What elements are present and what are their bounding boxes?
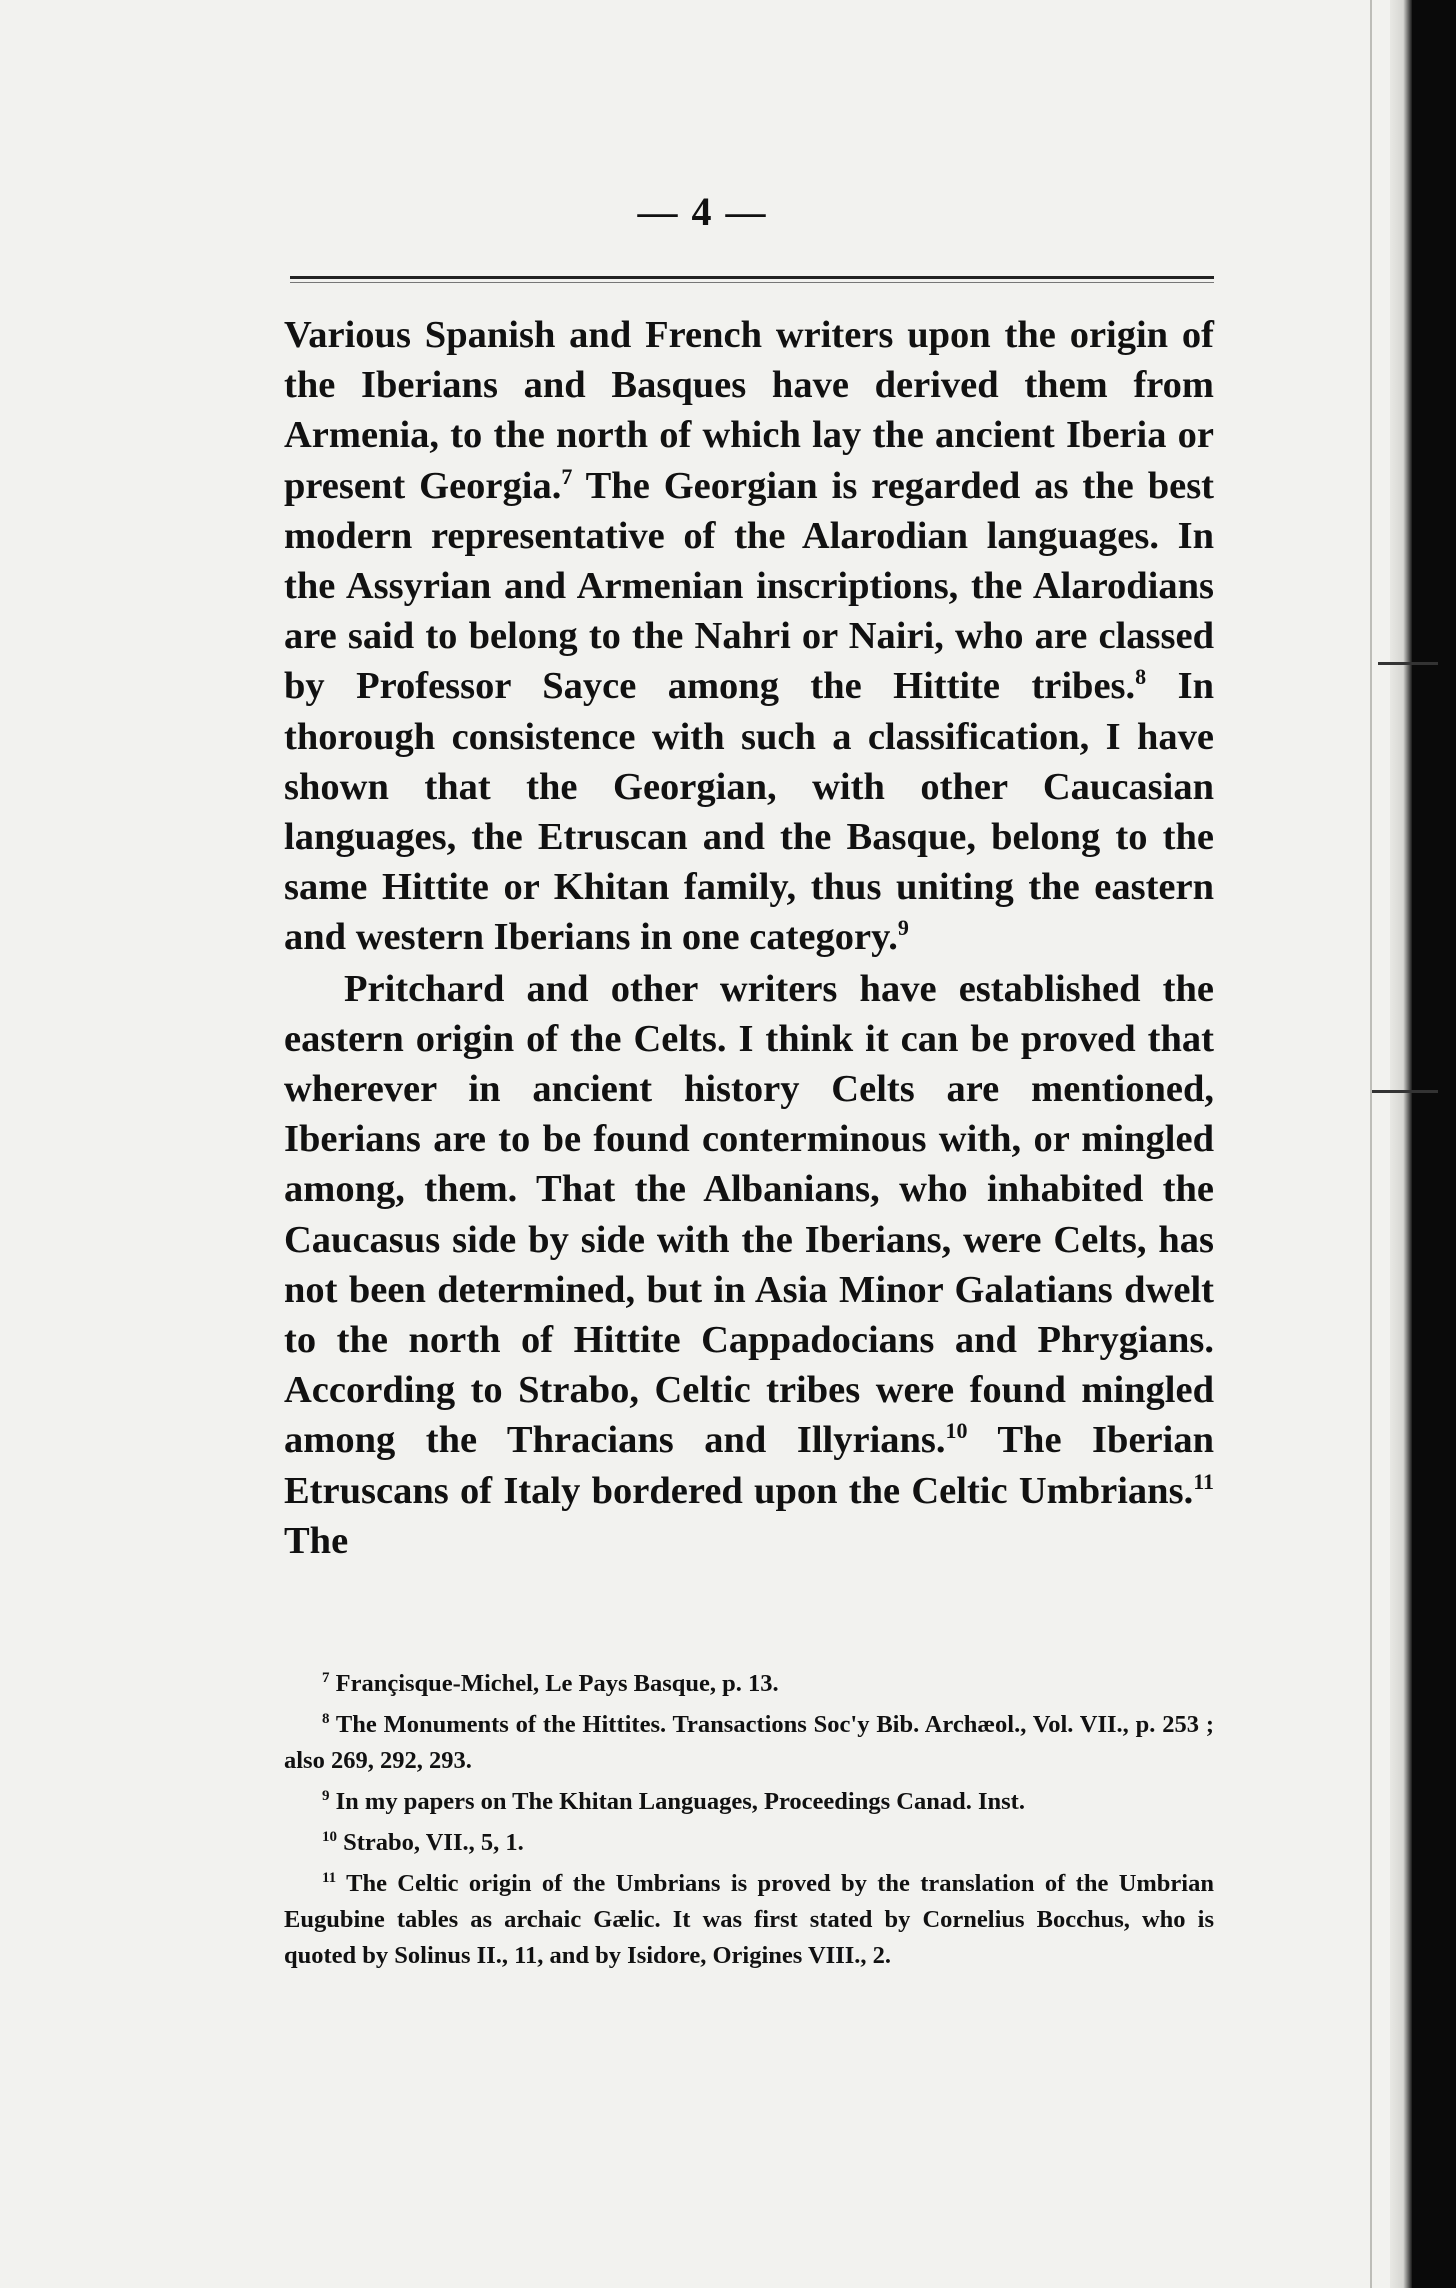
text-span: The Georgian is regarded as the best modern representative of the Alarodian languages. In the Assyrian and Armenian inscriptions, the Alarodians are said to belong to the Nahri or Nairi, who are classed by Professor Sayce among the Hittite tribes. [284,464,1214,708]
footnote-text: Strabo, VII., 5, 1. [337,1829,524,1856]
footnote-11 [284,1866,1214,1974]
paragraph-1 [284,310,1214,963]
footnote-7 [284,1666,1214,1702]
footnote-text: Françisque-Michel, Le Pays Basque, p. 13. [329,1670,779,1697]
text-span: In thorough consistence with such a classification, I have shown that the Georgian, with other Caucasian languages, the Etruscan and the Basque, belong to the same Hittite or Khitan family, thus uniting the eastern and western Iberians in one category. [284,665,1214,959]
footnote-mark: 9 [322,1787,330,1804]
footnote-text: The Monuments of the Hittites. Transactions Soc'y Bib. Archæol., Vol. VII., p. 253 ; also 269, 292, 293. [284,1711,1214,1774]
header-rule-thin [290,282,1214,283]
text-span: Various Spanish and French writers upon the origin of the Iberians and Basques have derived them from Armenia, to the north of which lay the ancient Iberia or present Georgia. [284,314,1214,507]
footnote-mark: 10 [322,1828,337,1845]
footnote-8 [284,1707,1214,1779]
footnote-mark: 11 [322,1869,337,1886]
footnote-ref: 11 [1193,1468,1214,1494]
footnote-mark: 7 [322,1669,330,1686]
edge-mark [1372,1090,1438,1093]
page-number: — 4 — [637,189,768,234]
paragraph-2 [284,964,1214,1566]
main-text [284,310,1214,1566]
edge-mark [1378,662,1438,665]
scan-background [1412,0,1456,2288]
footnote-9 [284,1784,1214,1820]
footnote-ref: 9 [897,915,909,941]
footnote-text: In my papers on The Khitan Languages, Proceedings Canad. Inst. [329,1788,1025,1815]
footnote-mark: 8 [322,1710,330,1727]
footnotes [284,1666,1214,1979]
footnote-ref: 10 [945,1418,968,1444]
header-rule [290,276,1214,279]
footnote-ref: 8 [1135,664,1147,690]
footnote-text: The Celtic origin of the Umbrians is proved by the translation of the Umbrian Eugubine tables as archaic Gælic. It was first stated by Cornelius Bocchus, who is quoted by Solinus II., 11, and by Isidore, Origines VIII., 2. [284,1870,1214,1969]
page-fore-edge [1390,0,1412,2288]
text-span: Pritchard and other writers have established the eastern origin of the Celts. I think it can be proved that wherever in ancient history Celts are mentioned, Iberians are to be found conterminous with, or mingled among, them. That the Albanians, who inhabited the Caucasus side by side with the Iberians, were Celts, has not been determined, but in Asia Minor Galatians dwelt to the north of Hittite Cappadocians and Phrygians. According to Strabo, Celtic tribes were found mingled among the Thracians and Illyrians. [284,967,1214,1462]
footnote-ref: 7 [561,463,573,489]
text-span: The Iberian Etruscans of Italy bordered upon the Celtic Umbrians. [284,1419,1214,1512]
page-edge-line [1370,0,1372,2288]
text-span: The [284,1519,349,1562]
footnote-10 [284,1825,1214,1861]
